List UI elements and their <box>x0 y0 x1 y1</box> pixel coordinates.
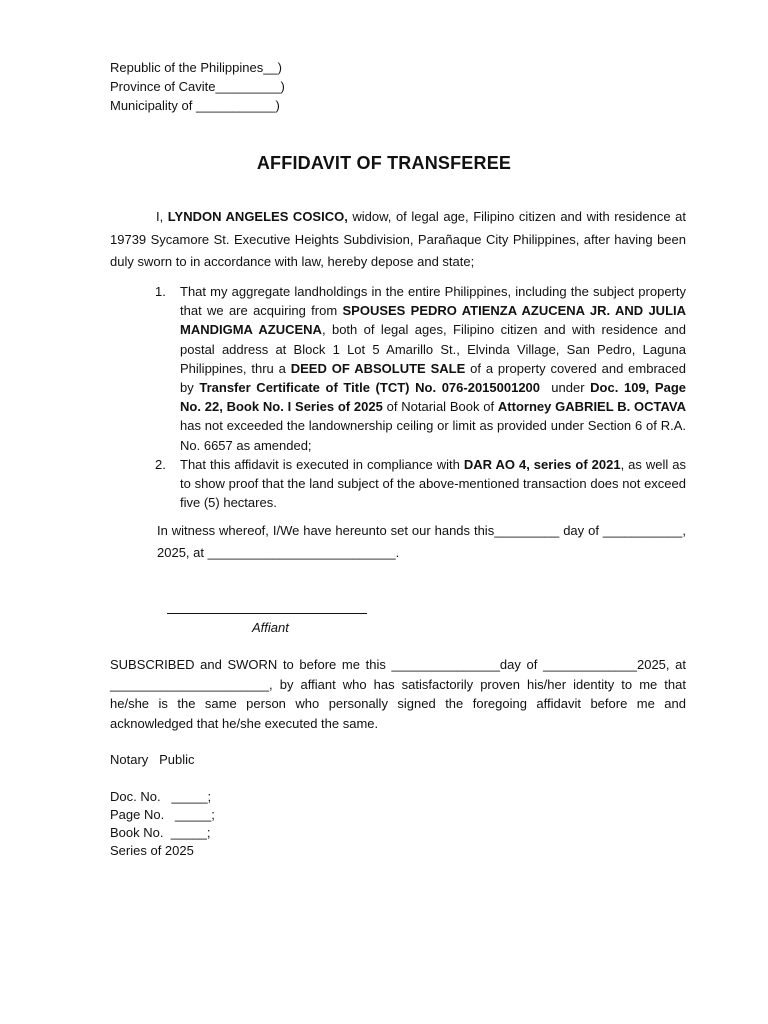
notary-public-label: Notary Public <box>110 752 195 767</box>
witness-paragraph: In witness whereof, I/We have hereunto set our hands this_________ day of ___________, 2025, at __________________________. <box>157 523 686 560</box>
signature-line <box>167 597 367 614</box>
document-title: AFFIDAVIT OF TRANSFEREE <box>256 153 512 173</box>
notarial-reference: Doc. 109, Page No. 22, Book No. I Series of 2025 <box>180 380 686 415</box>
list-item <box>155 282 686 455</box>
item-text: , as well as to show proof that the land subject of the above-mentioned transaction does not exceed five (5) hectares. <box>180 456 686 511</box>
doc-number: Doc. No. _____; <box>110 789 212 804</box>
list-number: 1. <box>155 284 166 299</box>
statement-list <box>155 282 686 512</box>
venue-caption <box>110 58 285 115</box>
dar-reference: DAR AO 4, series of 2021 <box>463 456 621 472</box>
deed-type: DEED OF ABSOLUTE SALE <box>290 360 466 376</box>
caption-municipality: Municipality of ___________) <box>110 98 280 113</box>
item-text: That this affidavit is executed in compliance with <box>180 456 464 472</box>
list-item <box>155 455 686 513</box>
item-text: That my aggregate landholdings in the entire Philippines, including the subject property that we are acquiring from <box>180 284 686 319</box>
item-text: of a property covered and embraced by <box>180 360 686 396</box>
affiant-name: LYNDON ANGELES COSICO, <box>167 209 348 224</box>
affiant-label: Affiant <box>252 620 289 635</box>
list-number: 2. <box>155 456 166 472</box>
notarial-register <box>110 788 215 860</box>
page-number: Page No. _____; <box>110 807 215 822</box>
book-number: Book No. _____; <box>110 825 211 840</box>
item-text: , both of legal ages, Filipino citizen and with residence and postal address at Block 1 Lot 5 Amarillo St., Elvinda Village, San Pedro, Laguna Philippines, thru a <box>180 322 686 376</box>
intro-text: widow, of legal age, Filipino citizen and with residence at 19739 Sycamore St. Executive Heights Subdivision, Parañaque City Philippines, after having been duly sworn to in accordance with law, hereby depose and state; <box>110 209 686 269</box>
caption-republic: Republic of the Philippines__) <box>110 60 282 75</box>
tct-number: Transfer Certificate of Title (TCT) No. 076-2015001200 <box>199 380 541 396</box>
seller-names: SPOUSES PEDRO ATIENZA AZUCENA JR. AND JULIA MANDIGMA AZUCENA <box>180 303 687 338</box>
notary-attorney: Attorney GABRIEL B. OCTAVA <box>497 399 687 415</box>
jurat-paragraph: SUBSCRIBED and SWORN to before me this _______________day of _____________2025, at ______________________, by affiant who has satisfactorily proven his/her identity to me that he/she is the same person who personally signed the foregoing affidavit before me and acknowledged that he/she executed the same. <box>110 657 686 731</box>
intro-paragraph <box>110 206 686 274</box>
caption-province: Province of Cavite_________) <box>110 79 285 94</box>
intro-prefix: I, <box>156 209 168 224</box>
item-text: under <box>540 380 591 396</box>
item-text: of Notarial Book of <box>382 399 498 415</box>
item-text: has not exceeded the landownership ceiling or limit as provided under Section 6 of R.A. No. 6657 as amended; <box>180 418 686 453</box>
series-year: Series of 2025 <box>110 843 194 858</box>
